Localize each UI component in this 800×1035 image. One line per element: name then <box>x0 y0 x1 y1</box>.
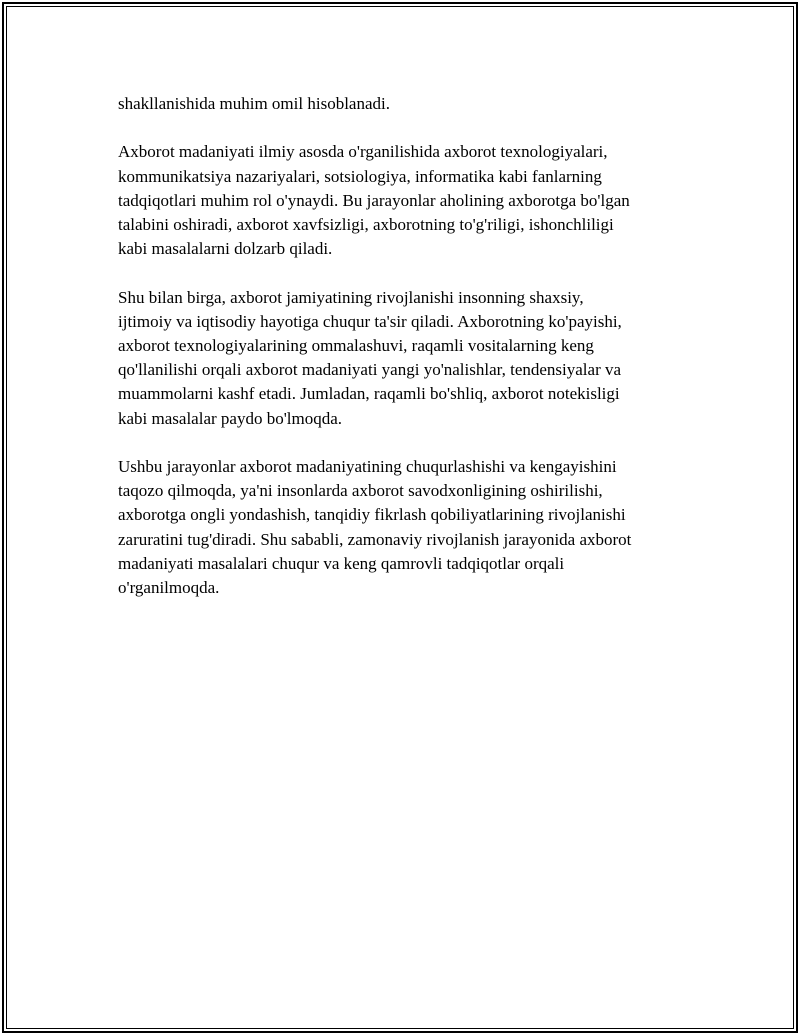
paragraph-1 <box>118 92 688 116</box>
paragraph-line: qo'llanilishi orqali axborot madaniyati yangi yo'nalishlar, tendensiyalar va <box>118 360 622 380</box>
paragraph-line: kommunikatsiya nazariyalari, sotsiologiya, informatika kabi fanlarning <box>118 166 602 186</box>
paragraph-line: o'rganilmoqda. <box>118 578 220 598</box>
paragraph-line: talabini oshiradi, axborot xavfsizligi, axborotning to'g'riligi, ishonchliligi <box>118 215 614 234</box>
paragraph-line: tadqiqotlari muhim rol o'ynaydi. Bu jarayonlar aholining axborotga bo'lgan <box>118 190 630 210</box>
paragraph-line: Ushbu jarayonlar axborot madaniyatining chuqurlashishi va kengayishini <box>118 457 617 476</box>
paragraph-line: taqozo qilmoqda, ya'ni insonlarda axborot savodxonligining oshirilishi, <box>118 481 603 501</box>
paragraph-line: kabi masalalarni dolzarb qiladi. <box>118 239 333 259</box>
paragraph-line: shakllanishida muhim omil hisoblanadi. <box>118 94 390 113</box>
paragraph-4 <box>118 455 688 600</box>
paragraph-line: axborotga ongli yondashish, tanqidiy fikrlash qobiliyatlarining rivojlanishi <box>118 505 626 525</box>
paragraph-line: muammolarni kashf etadi. Jumladan, raqamli bo'shliq, axborot notekisligi <box>118 384 620 404</box>
paragraph-line: zaruratini tug'diradi. Shu sababli, zamonaviy rivojlanish jarayonida axborot <box>118 529 632 549</box>
paragraph-3 <box>118 286 688 431</box>
paragraph-line: kabi masalalar paydo bo'lmoqda. <box>118 408 342 428</box>
paragraph-line: Axborot madaniyati ilmiy asosda o'rganilishida axborot texnologiyalari, <box>118 142 608 162</box>
paragraph-2 <box>118 140 688 261</box>
document-body <box>118 92 688 624</box>
paragraph-line: ijtimoiy va iqtisodiy hayotiga chuqur ta'sir qiladi. Axborotning ko'payishi, <box>118 311 622 331</box>
paragraph-line: Shu bilan birga, axborot jamiyatining rivojlanishi insonning shaxsiy, <box>118 287 584 307</box>
paragraph-line: axborot texnologiyalarining ommalashuvi, raqamli vositalarning keng <box>118 336 594 355</box>
paragraph-line: madaniyati masalalari chuqur va keng qamrovli tadqiqotlar orqali <box>118 553 565 573</box>
